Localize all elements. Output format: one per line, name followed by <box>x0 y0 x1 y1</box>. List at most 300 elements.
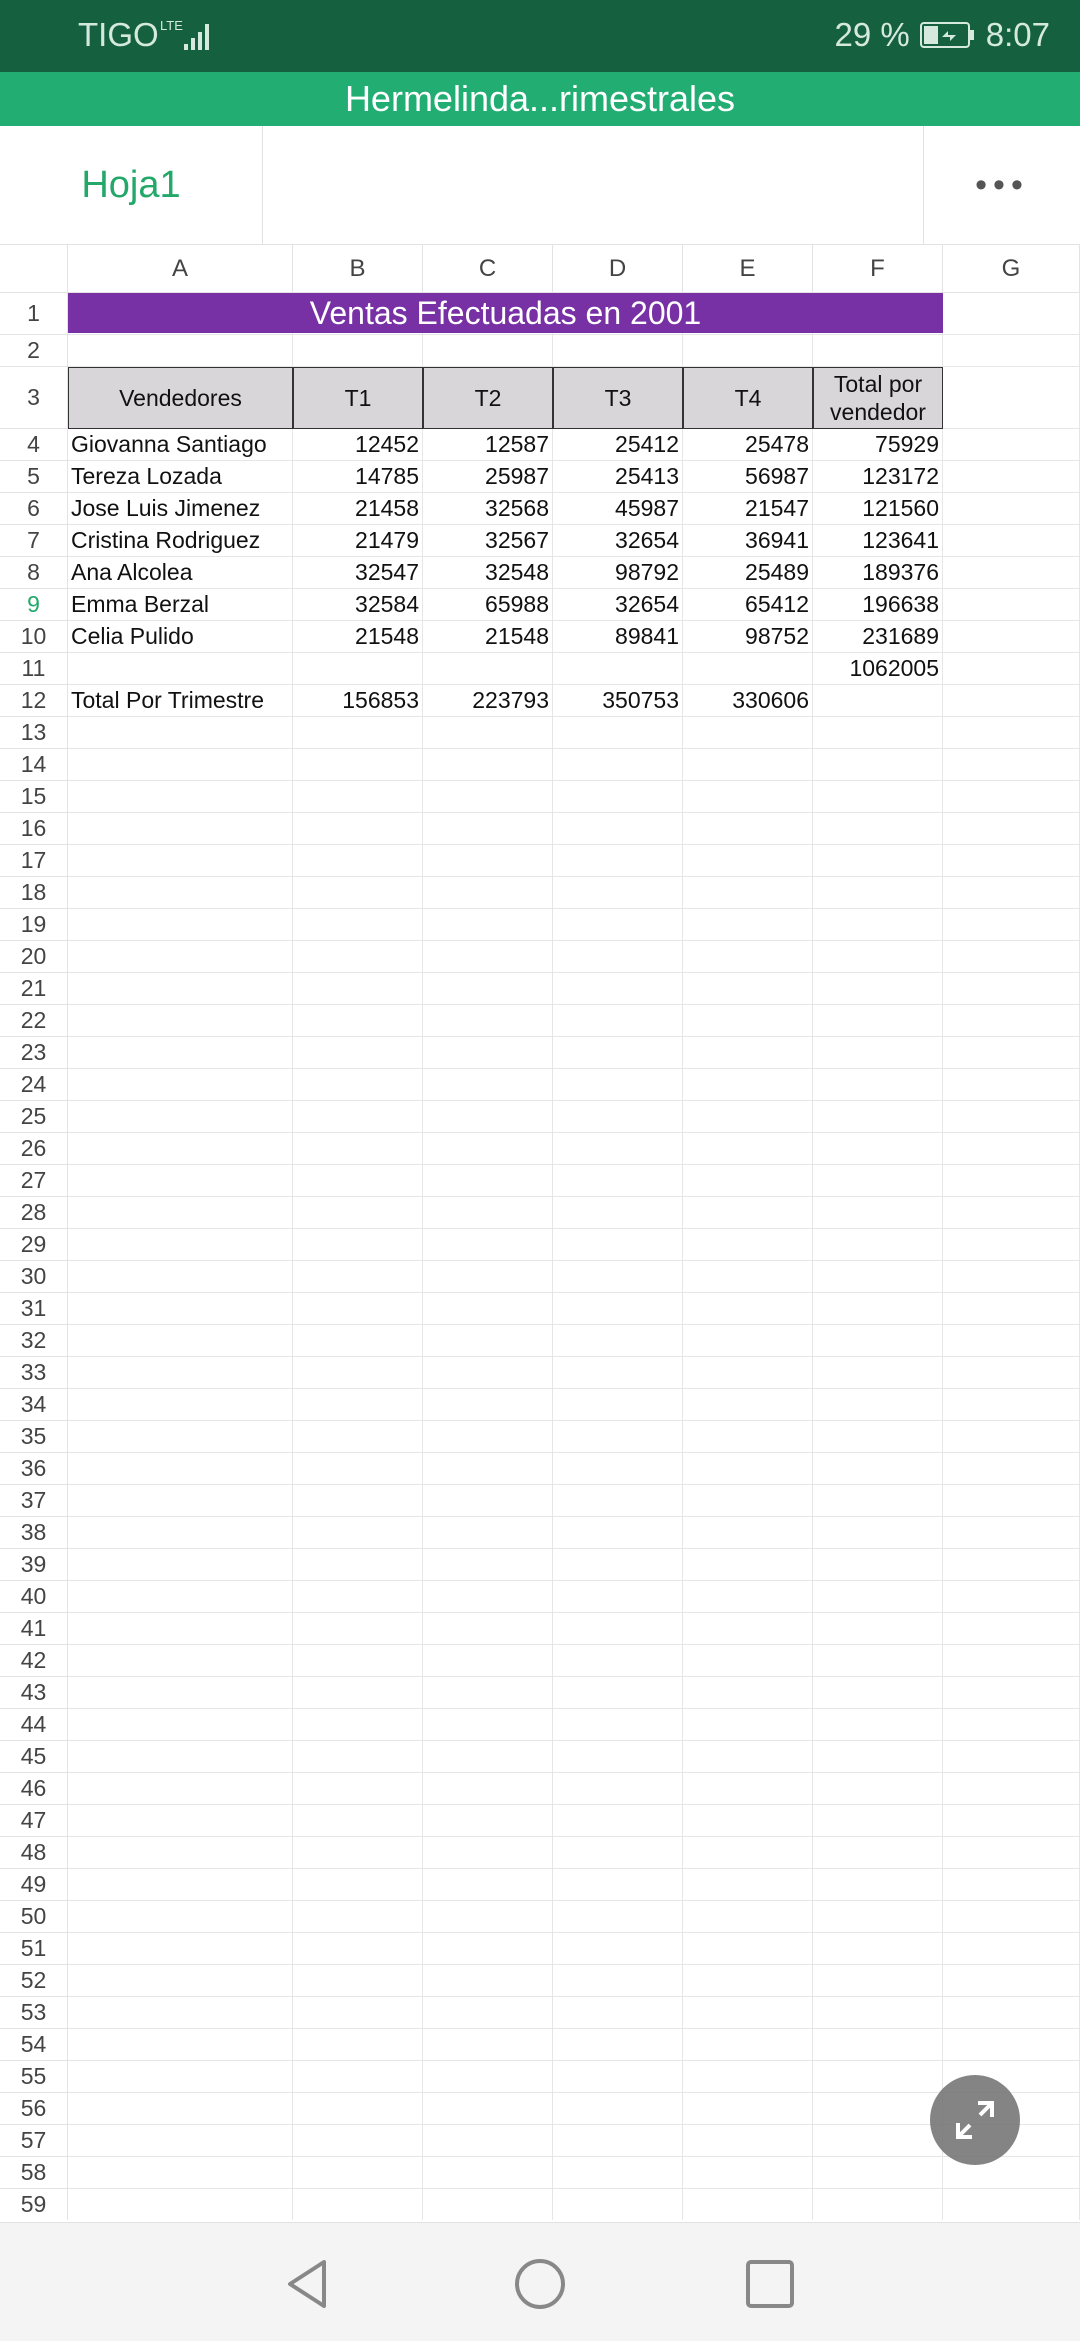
fullscreen-button[interactable] <box>930 2075 1020 2165</box>
cell-g26[interactable] <box>943 1133 1080 1165</box>
cell-b18[interactable] <box>293 877 423 909</box>
cell-b11[interactable] <box>293 653 423 685</box>
cell-f33[interactable] <box>813 1357 943 1389</box>
cell-e46[interactable] <box>683 1773 813 1805</box>
cell-e31[interactable] <box>683 1293 813 1325</box>
cell-a2[interactable] <box>68 335 293 367</box>
cell-b53[interactable] <box>293 1997 423 2029</box>
cell-e24[interactable] <box>683 1069 813 1101</box>
cell-b49[interactable] <box>293 1869 423 1901</box>
cell-d16[interactable] <box>553 813 683 845</box>
cell-f48[interactable] <box>813 1837 943 1869</box>
value-cell[interactable]: 21548 <box>293 621 423 653</box>
cell-f24[interactable] <box>813 1069 943 1101</box>
cell-f49[interactable] <box>813 1869 943 1901</box>
row-header-32[interactable]: 32 <box>0 1325 68 1357</box>
cell-f58[interactable] <box>813 2157 943 2189</box>
cell-c37[interactable] <box>423 1485 553 1517</box>
cell-b32[interactable] <box>293 1325 423 1357</box>
cell-f29[interactable] <box>813 1229 943 1261</box>
cell-d15[interactable] <box>553 781 683 813</box>
value-cell[interactable]: 21547 <box>683 493 813 525</box>
cell-b15[interactable] <box>293 781 423 813</box>
cell-c32[interactable] <box>423 1325 553 1357</box>
cell-g41[interactable] <box>943 1613 1080 1645</box>
column-header-a[interactable]: A <box>68 245 293 293</box>
cell-d38[interactable] <box>553 1517 683 1549</box>
cell-f20[interactable] <box>813 941 943 973</box>
cell-e22[interactable] <box>683 1005 813 1037</box>
cell-a14[interactable] <box>68 749 293 781</box>
cell-b26[interactable] <box>293 1133 423 1165</box>
cell-g44[interactable] <box>943 1709 1080 1741</box>
cell-c59[interactable] <box>423 2189 553 2220</box>
row-header-39[interactable]: 39 <box>0 1549 68 1581</box>
cell-a55[interactable] <box>68 2061 293 2093</box>
value-cell[interactable]: 36941 <box>683 525 813 557</box>
cell-c17[interactable] <box>423 845 553 877</box>
cell-e50[interactable] <box>683 1901 813 1933</box>
cell-a30[interactable] <box>68 1261 293 1293</box>
cell-a15[interactable] <box>68 781 293 813</box>
cell-e17[interactable] <box>683 845 813 877</box>
cell-b17[interactable] <box>293 845 423 877</box>
cell-d48[interactable] <box>553 1837 683 1869</box>
cell-a37[interactable] <box>68 1485 293 1517</box>
cell-f13[interactable] <box>813 717 943 749</box>
cell-a26[interactable] <box>68 1133 293 1165</box>
cell-d28[interactable] <box>553 1197 683 1229</box>
cell-b54[interactable] <box>293 2029 423 2061</box>
cell-e44[interactable] <box>683 1709 813 1741</box>
cell-b55[interactable] <box>293 2061 423 2093</box>
row-header-5[interactable]: 5 <box>0 461 68 493</box>
cell-f35[interactable] <box>813 1421 943 1453</box>
column-header-f[interactable]: F <box>813 245 943 293</box>
header-cell-b3[interactable]: T1 <box>293 367 423 429</box>
quarter-total-cell[interactable]: 223793 <box>423 685 553 717</box>
row-header-31[interactable]: 31 <box>0 1293 68 1325</box>
cell-b37[interactable] <box>293 1485 423 1517</box>
cell-a42[interactable] <box>68 1645 293 1677</box>
cell-b27[interactable] <box>293 1165 423 1197</box>
cell-b19[interactable] <box>293 909 423 941</box>
cell-c39[interactable] <box>423 1549 553 1581</box>
value-cell[interactable]: 75929 <box>813 429 943 461</box>
cell-g35[interactable] <box>943 1421 1080 1453</box>
row-header-38[interactable]: 38 <box>0 1517 68 1549</box>
value-cell[interactable]: 25412 <box>553 429 683 461</box>
row-header-54[interactable]: 54 <box>0 2029 68 2061</box>
cell-f14[interactable] <box>813 749 943 781</box>
row-header-18[interactable]: 18 <box>0 877 68 909</box>
cell-a21[interactable] <box>68 973 293 1005</box>
cell-b58[interactable] <box>293 2157 423 2189</box>
value-cell[interactable]: 12587 <box>423 429 553 461</box>
cell-g30[interactable] <box>943 1261 1080 1293</box>
cell-f40[interactable] <box>813 1581 943 1613</box>
cell-f18[interactable] <box>813 877 943 909</box>
cell-g47[interactable] <box>943 1805 1080 1837</box>
cell-a24[interactable] <box>68 1069 293 1101</box>
cell-e32[interactable] <box>683 1325 813 1357</box>
cell-g11[interactable] <box>943 653 1080 685</box>
row-header-9[interactable]: 9 <box>0 589 68 621</box>
cell-f42[interactable] <box>813 1645 943 1677</box>
cell-e33[interactable] <box>683 1357 813 1389</box>
cell-a50[interactable] <box>68 1901 293 1933</box>
cell-g49[interactable] <box>943 1869 1080 1901</box>
seller-name-cell[interactable]: Cristina Rodriguez <box>68 525 293 557</box>
cell-b24[interactable] <box>293 1069 423 1101</box>
cell-b21[interactable] <box>293 973 423 1005</box>
cell-e29[interactable] <box>683 1229 813 1261</box>
cell-a17[interactable] <box>68 845 293 877</box>
cell-c40[interactable] <box>423 1581 553 1613</box>
cell-a19[interactable] <box>68 909 293 941</box>
cell-a35[interactable] <box>68 1421 293 1453</box>
cell-a11[interactable] <box>68 653 293 685</box>
recents-icon[interactable] <box>742 2256 798 2312</box>
cell-f34[interactable] <box>813 1389 943 1421</box>
back-icon[interactable] <box>280 2256 336 2312</box>
cell-d52[interactable] <box>553 1965 683 1997</box>
cell-d51[interactable] <box>553 1933 683 1965</box>
cell-a51[interactable] <box>68 1933 293 1965</box>
cell-e38[interactable] <box>683 1517 813 1549</box>
cell-f54[interactable] <box>813 2029 943 2061</box>
cell-e41[interactable] <box>683 1613 813 1645</box>
row-header-13[interactable]: 13 <box>0 717 68 749</box>
cell-c48[interactable] <box>423 1837 553 1869</box>
cell-b42[interactable] <box>293 1645 423 1677</box>
cell-c26[interactable] <box>423 1133 553 1165</box>
row-header-27[interactable]: 27 <box>0 1165 68 1197</box>
cell-e27[interactable] <box>683 1165 813 1197</box>
cell-f45[interactable] <box>813 1741 943 1773</box>
row-header-47[interactable]: 47 <box>0 1805 68 1837</box>
cell-d26[interactable] <box>553 1133 683 1165</box>
cell-a28[interactable] <box>68 1197 293 1229</box>
cell-c20[interactable] <box>423 941 553 973</box>
row-header-15[interactable]: 15 <box>0 781 68 813</box>
cell-a54[interactable] <box>68 2029 293 2061</box>
cell-g43[interactable] <box>943 1677 1080 1709</box>
cell-c23[interactable] <box>423 1037 553 1069</box>
cell-e30[interactable] <box>683 1261 813 1293</box>
seller-name-cell[interactable]: Emma Berzal <box>68 589 293 621</box>
cell-g3[interactable] <box>943 367 1080 429</box>
cell-d32[interactable] <box>553 1325 683 1357</box>
cell-a45[interactable] <box>68 1741 293 1773</box>
spreadsheet-grid[interactable] <box>0 245 1080 2220</box>
row-header-25[interactable]: 25 <box>0 1101 68 1133</box>
document-title[interactable]: Hermelinda...rimestrales <box>0 72 1080 126</box>
row-header-41[interactable]: 41 <box>0 1613 68 1645</box>
cell-e34[interactable] <box>683 1389 813 1421</box>
column-header-b[interactable]: B <box>293 245 423 293</box>
cell-d17[interactable] <box>553 845 683 877</box>
cell-c54[interactable] <box>423 2029 553 2061</box>
cell-g42[interactable] <box>943 1645 1080 1677</box>
cell-c33[interactable] <box>423 1357 553 1389</box>
row-header-21[interactable]: 21 <box>0 973 68 1005</box>
column-header-d[interactable]: D <box>553 245 683 293</box>
seller-name-cell[interactable]: Tereza Lozada <box>68 461 293 493</box>
cell-g5[interactable] <box>943 461 1080 493</box>
cell-e19[interactable] <box>683 909 813 941</box>
cell-f30[interactable] <box>813 1261 943 1293</box>
cell-c38[interactable] <box>423 1517 553 1549</box>
cell-d44[interactable] <box>553 1709 683 1741</box>
cell-c22[interactable] <box>423 1005 553 1037</box>
cell-c36[interactable] <box>423 1453 553 1485</box>
cell-b23[interactable] <box>293 1037 423 1069</box>
value-cell[interactable]: 123172 <box>813 461 943 493</box>
cell-d59[interactable] <box>553 2189 683 2220</box>
cell-a32[interactable] <box>68 1325 293 1357</box>
row-header-29[interactable]: 29 <box>0 1229 68 1261</box>
cell-b43[interactable] <box>293 1677 423 1709</box>
more-options-button[interactable] <box>923 126 1080 244</box>
cell-g51[interactable] <box>943 1933 1080 1965</box>
value-cell[interactable]: 189376 <box>813 557 943 589</box>
cell-c49[interactable] <box>423 1869 553 1901</box>
cell-g16[interactable] <box>943 813 1080 845</box>
cell-f52[interactable] <box>813 1965 943 1997</box>
cell-a33[interactable] <box>68 1357 293 1389</box>
cell-a57[interactable] <box>68 2125 293 2157</box>
cell-e28[interactable] <box>683 1197 813 1229</box>
cell-f41[interactable] <box>813 1613 943 1645</box>
header-cell-e3[interactable]: T4 <box>683 367 813 429</box>
cell-f27[interactable] <box>813 1165 943 1197</box>
value-cell[interactable]: 32654 <box>553 525 683 557</box>
row-header-2[interactable]: 2 <box>0 335 68 367</box>
cell-a25[interactable] <box>68 1101 293 1133</box>
cell-a16[interactable] <box>68 813 293 845</box>
cell-g21[interactable] <box>943 973 1080 1005</box>
cell-f21[interactable] <box>813 973 943 1005</box>
cell-f47[interactable] <box>813 1805 943 1837</box>
cell-e39[interactable] <box>683 1549 813 1581</box>
value-cell[interactable]: 12452 <box>293 429 423 461</box>
value-cell[interactable]: 45987 <box>553 493 683 525</box>
cell-f57[interactable] <box>813 2125 943 2157</box>
row-header-59[interactable]: 59 <box>0 2189 68 2220</box>
cell-d35[interactable] <box>553 1421 683 1453</box>
cell-d29[interactable] <box>553 1229 683 1261</box>
cell-d33[interactable] <box>553 1357 683 1389</box>
cell-g32[interactable] <box>943 1325 1080 1357</box>
row-header-36[interactable]: 36 <box>0 1453 68 1485</box>
row-header-30[interactable]: 30 <box>0 1261 68 1293</box>
cell-d39[interactable] <box>553 1549 683 1581</box>
cell-b38[interactable] <box>293 1517 423 1549</box>
row-header-14[interactable]: 14 <box>0 749 68 781</box>
row-header-6[interactable]: 6 <box>0 493 68 525</box>
cell-c27[interactable] <box>423 1165 553 1197</box>
cell-c46[interactable] <box>423 1773 553 1805</box>
quarter-total-cell[interactable]: 350753 <box>553 685 683 717</box>
cell-e26[interactable] <box>683 1133 813 1165</box>
value-cell[interactable]: 32547 <box>293 557 423 589</box>
cell-e58[interactable] <box>683 2157 813 2189</box>
cell-d55[interactable] <box>553 2061 683 2093</box>
cell-f36[interactable] <box>813 1453 943 1485</box>
cell-e18[interactable] <box>683 877 813 909</box>
cell-a56[interactable] <box>68 2093 293 2125</box>
row-header-53[interactable]: 53 <box>0 1997 68 2029</box>
row-header-35[interactable]: 35 <box>0 1421 68 1453</box>
cell-g7[interactable] <box>943 525 1080 557</box>
cell-a38[interactable] <box>68 1517 293 1549</box>
cell-e54[interactable] <box>683 2029 813 2061</box>
cell-a31[interactable] <box>68 1293 293 1325</box>
row-header-28[interactable]: 28 <box>0 1197 68 1229</box>
row-header-57[interactable]: 57 <box>0 2125 68 2157</box>
cell-b13[interactable] <box>293 717 423 749</box>
cell-d27[interactable] <box>553 1165 683 1197</box>
value-cell[interactable]: 32654 <box>553 589 683 621</box>
cell-b51[interactable] <box>293 1933 423 1965</box>
cell-g2[interactable] <box>943 335 1080 367</box>
value-cell[interactable]: 32548 <box>423 557 553 589</box>
row-header-23[interactable]: 23 <box>0 1037 68 1069</box>
sheet-tab-hoja1[interactable]: Hoja1 <box>0 126 263 244</box>
cell-d14[interactable] <box>553 749 683 781</box>
cell-e21[interactable] <box>683 973 813 1005</box>
cell-d41[interactable] <box>553 1613 683 1645</box>
cell-e48[interactable] <box>683 1837 813 1869</box>
value-cell[interactable]: 21548 <box>423 621 553 653</box>
cell-g4[interactable] <box>943 429 1080 461</box>
cell-f32[interactable] <box>813 1325 943 1357</box>
cell-g14[interactable] <box>943 749 1080 781</box>
header-cell-a3[interactable]: Vendedores <box>68 367 293 429</box>
cell-g24[interactable] <box>943 1069 1080 1101</box>
cell-g15[interactable] <box>943 781 1080 813</box>
cell-a59[interactable] <box>68 2189 293 2220</box>
cell-a13[interactable] <box>68 717 293 749</box>
cell-b46[interactable] <box>293 1773 423 1805</box>
cell-g50[interactable] <box>943 1901 1080 1933</box>
seller-name-cell[interactable]: Ana Alcolea <box>68 557 293 589</box>
cell-g9[interactable] <box>943 589 1080 621</box>
cell-d24[interactable] <box>553 1069 683 1101</box>
column-header-g[interactable]: G <box>943 245 1080 293</box>
cell-e40[interactable] <box>683 1581 813 1613</box>
cell-d23[interactable] <box>553 1037 683 1069</box>
cell-c11[interactable] <box>423 653 553 685</box>
cell-f56[interactable] <box>813 2093 943 2125</box>
cell-d58[interactable] <box>553 2157 683 2189</box>
cell-f31[interactable] <box>813 1293 943 1325</box>
cell-e37[interactable] <box>683 1485 813 1517</box>
cell-b33[interactable] <box>293 1357 423 1389</box>
value-cell[interactable]: 65988 <box>423 589 553 621</box>
cell-g10[interactable] <box>943 621 1080 653</box>
value-cell[interactable]: 21458 <box>293 493 423 525</box>
cell-b30[interactable] <box>293 1261 423 1293</box>
value-cell[interactable]: 32567 <box>423 525 553 557</box>
cell-d21[interactable] <box>553 973 683 1005</box>
cell-b29[interactable] <box>293 1229 423 1261</box>
row-header-46[interactable]: 46 <box>0 1773 68 1805</box>
cell-g52[interactable] <box>943 1965 1080 1997</box>
cell-b44[interactable] <box>293 1709 423 1741</box>
cell-d56[interactable] <box>553 2093 683 2125</box>
cell-e45[interactable] <box>683 1741 813 1773</box>
cell-c25[interactable] <box>423 1101 553 1133</box>
row-header-34[interactable]: 34 <box>0 1389 68 1421</box>
value-cell[interactable]: 89841 <box>553 621 683 653</box>
cell-b31[interactable] <box>293 1293 423 1325</box>
cell-b2[interactable] <box>293 335 423 367</box>
cell-e14[interactable] <box>683 749 813 781</box>
cell-g38[interactable] <box>943 1517 1080 1549</box>
cell-a53[interactable] <box>68 1997 293 2029</box>
row-header-1[interactable]: 1 <box>0 293 68 335</box>
row-header-51[interactable]: 51 <box>0 1933 68 1965</box>
cell-d34[interactable] <box>553 1389 683 1421</box>
cell-g36[interactable] <box>943 1453 1080 1485</box>
cell-a23[interactable] <box>68 1037 293 1069</box>
cell-b57[interactable] <box>293 2125 423 2157</box>
cell-b34[interactable] <box>293 1389 423 1421</box>
cell-g13[interactable] <box>943 717 1080 749</box>
cell-a34[interactable] <box>68 1389 293 1421</box>
cell-a46[interactable] <box>68 1773 293 1805</box>
value-cell[interactable]: 21479 <box>293 525 423 557</box>
cell-f25[interactable] <box>813 1101 943 1133</box>
row-header-48[interactable]: 48 <box>0 1837 68 1869</box>
cell-c19[interactable] <box>423 909 553 941</box>
cell-a20[interactable] <box>68 941 293 973</box>
cell-d45[interactable] <box>553 1741 683 1773</box>
cell-g59[interactable] <box>943 2189 1080 2220</box>
cell-e56[interactable] <box>683 2093 813 2125</box>
cell-e52[interactable] <box>683 1965 813 1997</box>
cell-g8[interactable] <box>943 557 1080 589</box>
row-header-10[interactable]: 10 <box>0 621 68 653</box>
column-header-c[interactable]: C <box>423 245 553 293</box>
cell-f22[interactable] <box>813 1005 943 1037</box>
cell-g22[interactable] <box>943 1005 1080 1037</box>
cell-a47[interactable] <box>68 1805 293 1837</box>
row-header-52[interactable]: 52 <box>0 1965 68 1997</box>
cell-e16[interactable] <box>683 813 813 845</box>
cell-f43[interactable] <box>813 1677 943 1709</box>
cell-g33[interactable] <box>943 1357 1080 1389</box>
cell-d57[interactable] <box>553 2125 683 2157</box>
cell-f55[interactable] <box>813 2061 943 2093</box>
seller-name-cell[interactable]: Giovanna Santiago <box>68 429 293 461</box>
value-cell[interactable]: 32584 <box>293 589 423 621</box>
cell-b52[interactable] <box>293 1965 423 1997</box>
cell-b28[interactable] <box>293 1197 423 1229</box>
value-cell[interactable]: 25987 <box>423 461 553 493</box>
cell-g27[interactable] <box>943 1165 1080 1197</box>
cell-a49[interactable] <box>68 1869 293 1901</box>
cell-a48[interactable] <box>68 1837 293 1869</box>
cell-d49[interactable] <box>553 1869 683 1901</box>
row-header-26[interactable]: 26 <box>0 1133 68 1165</box>
cell-b16[interactable] <box>293 813 423 845</box>
row-header-42[interactable]: 42 <box>0 1645 68 1677</box>
cell-a58[interactable] <box>68 2157 293 2189</box>
cell-a52[interactable] <box>68 1965 293 1997</box>
